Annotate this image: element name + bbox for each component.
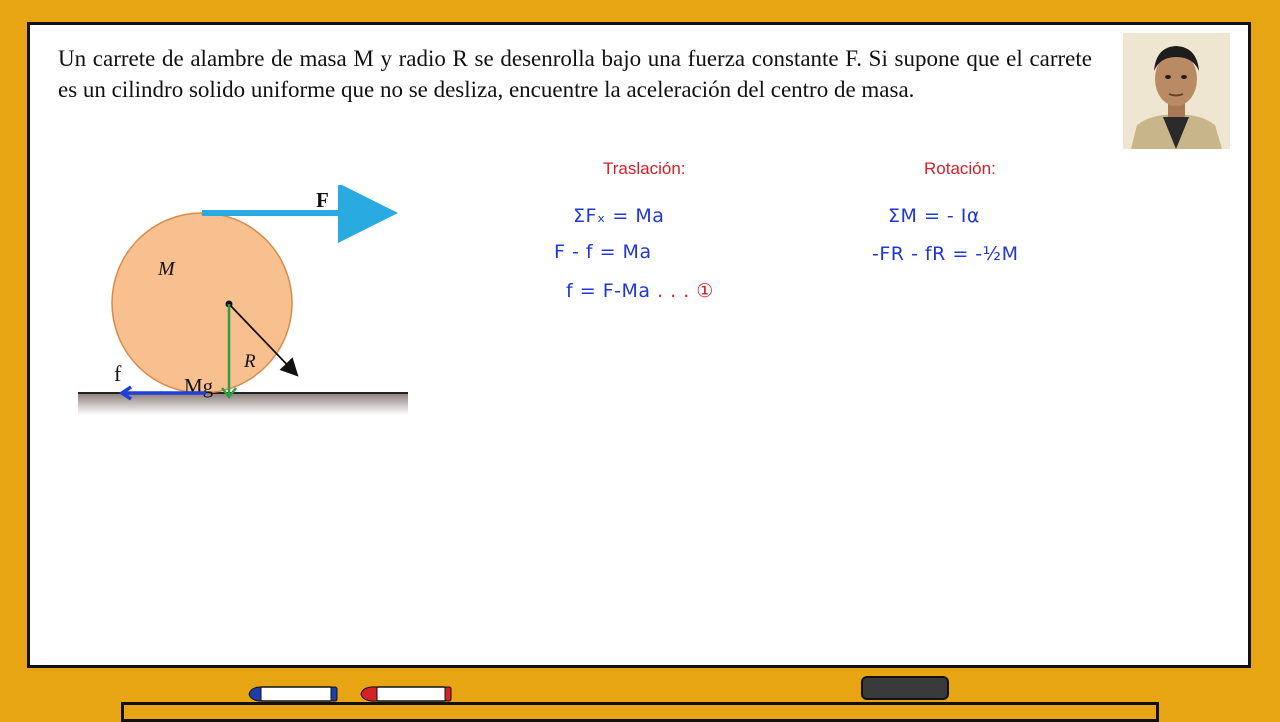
presenter-avatar — [1123, 33, 1230, 149]
radius-label: R — [244, 351, 256, 372]
mass-label: M — [158, 258, 175, 280]
blue-marker[interactable] — [247, 684, 339, 704]
rotation-eq1: ΣM = - Iα — [888, 205, 980, 227]
weight-label: Mg — [184, 374, 214, 398]
spool-diagram — [76, 185, 446, 445]
rotation-eq2: -FR - fR = -½M — [872, 243, 1019, 265]
translation-eq3-body: f = F-Ma — [566, 280, 651, 302]
spool-disk — [112, 213, 292, 393]
translation-heading: Traslación: — [603, 159, 686, 178]
eraser[interactable] — [861, 676, 949, 700]
friction-label: f — [114, 361, 122, 386]
translation-eq3 — [566, 280, 714, 302]
translation-eq2: F - f = Ma — [554, 241, 652, 263]
marker-tray — [121, 702, 1159, 722]
whiteboard — [27, 22, 1251, 668]
rotation-heading: Rotación: — [924, 159, 996, 178]
red-marker[interactable] — [359, 684, 453, 704]
equation-reference: . . . ① — [657, 280, 714, 302]
presenter-avatar-image — [1123, 33, 1230, 149]
problem-statement: Un carrete de alambre de masa M y radio R se desenrolla bajo una fuerza constante F. Si supone que el carrete es un cilindro solido uniforme que no se desliza, encuentre la aceleración del centro de masa. — [58, 46, 1092, 102]
force-label: F — [316, 188, 329, 212]
translation-eq1: ΣFₓ = Ma — [573, 205, 665, 227]
